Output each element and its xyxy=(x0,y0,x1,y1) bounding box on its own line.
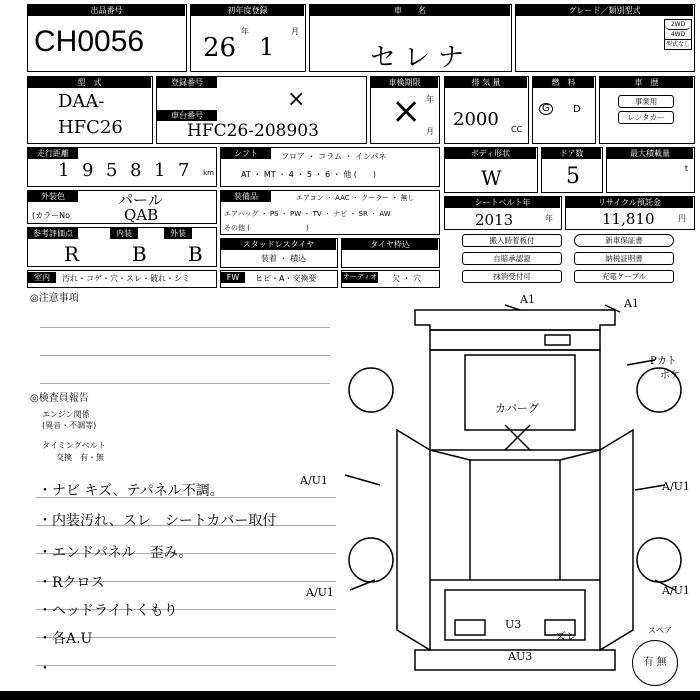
fw-label: FW xyxy=(221,272,245,283)
mark-roof: カバーグ xyxy=(495,402,539,415)
shift-position: フロア ・ コラム ・ インパネ xyxy=(281,152,387,161)
mark-front: A1 xyxy=(520,293,535,306)
doc-item: 搬入時着板付 xyxy=(462,234,562,247)
registration-box xyxy=(156,76,367,144)
engine-sub: (異音・不調等) xyxy=(42,421,97,430)
mileage-box xyxy=(27,147,217,187)
room-box xyxy=(27,270,217,288)
belt-label: シートベルト年 xyxy=(445,197,560,208)
color-label: 外装色 xyxy=(28,191,78,202)
fw-options: ヒビ・A・交換要 xyxy=(255,274,317,283)
room-options: 汚れ・コゲ・穴・スレ・破れ・シミ xyxy=(62,274,190,283)
mileage-digit: 8 xyxy=(130,160,142,181)
grade-label: グレード／類別型式 xyxy=(516,5,693,16)
engine-label: エンジン関係 xyxy=(42,410,90,419)
mark-right-rear: A/U1 xyxy=(662,584,690,597)
mark-rear: U3 xyxy=(505,618,522,631)
fuel-label: 燃 料 xyxy=(533,77,594,88)
mark-side-2: ボケ xyxy=(660,370,680,381)
mark-bumper: AU3 xyxy=(508,650,533,663)
capacity-label: 最大積載量 xyxy=(607,148,693,159)
interior-value: B xyxy=(132,242,147,266)
firstreg-year: 26 xyxy=(203,33,237,63)
belt-unit: 年 xyxy=(545,214,553,223)
mileage-digit: 1 xyxy=(154,160,166,181)
drive-4wd: 4WD xyxy=(665,30,691,40)
shift-type: AT ・ MT ・ 4 ・ 5 ・ 6 ・ 他 ( ) xyxy=(241,170,377,179)
score-label: 参考評価点 xyxy=(28,228,78,239)
mark-front-right: A1 xyxy=(624,297,639,310)
mark-left-rear: A/U1 xyxy=(306,586,334,599)
regno-value: × xyxy=(287,87,306,112)
equip-label: 装備品 xyxy=(221,191,271,202)
inspector-title: ◎検査員報告 xyxy=(30,393,89,404)
recycle-value: 11,810 xyxy=(602,210,655,228)
mark-right-front: A/U1 xyxy=(662,480,690,493)
room-label: 室内 xyxy=(28,272,56,283)
equipment-box xyxy=(220,190,440,235)
lot-number: CH0056 xyxy=(34,25,145,58)
exterior-value: B xyxy=(188,242,203,266)
first-registration-box xyxy=(190,4,306,72)
type-value-1: DAA- xyxy=(58,91,105,112)
mileage-label: 走行距離 xyxy=(28,148,78,159)
history-label: 車 歴 xyxy=(600,77,693,88)
score-value: R xyxy=(64,242,80,266)
spare-circle xyxy=(632,640,678,686)
lot-label: 出品番号 xyxy=(28,5,185,16)
belt-value: 2013 xyxy=(475,211,514,229)
colorno-label: (カラーNo xyxy=(32,211,70,220)
score-box xyxy=(27,227,217,267)
mark-side-1: Pカト xyxy=(650,356,677,367)
body-label: ボディ形状 xyxy=(445,148,536,159)
mileage-digit: 7 xyxy=(178,160,190,181)
chassis-value: HFC26-208903 xyxy=(187,121,319,141)
type-value-2: HFC26 xyxy=(58,117,123,138)
doc-item: 納税証明書 xyxy=(574,252,674,265)
disp-label: 排 気 量 xyxy=(445,77,527,88)
comment-line: ・ヘッドライトくもり xyxy=(38,603,178,619)
regno-label: 登録番号 xyxy=(157,77,217,88)
recycle-label: リサイクル預託金 xyxy=(566,197,693,208)
studless-box xyxy=(220,238,338,268)
spare-label: スペア xyxy=(648,626,672,635)
audio-label: オーディオ xyxy=(342,273,378,281)
history-rental: レンタカー xyxy=(618,111,674,124)
type-box xyxy=(27,76,153,144)
comment-line: ・エンドパネル 歪み。 xyxy=(38,545,193,561)
tire-label: タイヤ枠込 xyxy=(342,239,438,250)
colorno-value: QAB xyxy=(124,206,159,224)
recycle-box xyxy=(565,196,695,230)
inspection-box xyxy=(370,76,440,144)
disp-value: 2000 xyxy=(453,109,499,130)
fw-box xyxy=(220,270,338,288)
audio-box xyxy=(341,270,440,288)
model-label: 車 名 xyxy=(310,5,510,16)
comment-bullet: ・ xyxy=(38,661,52,677)
equip-other: その他 ( ) xyxy=(224,224,309,232)
notes-lines xyxy=(40,300,330,384)
doc-item: 抹消受付可 xyxy=(462,270,562,283)
capacity-box xyxy=(606,147,695,193)
timing-label: タイミングベルト xyxy=(42,441,106,450)
mileage-digit: 5 xyxy=(106,160,118,181)
lot-box xyxy=(27,4,187,72)
interior-label: 内装 xyxy=(110,228,138,239)
grade-box xyxy=(515,4,695,72)
chassis-label: 車台番号 xyxy=(157,110,217,121)
spare-value: 有 無 xyxy=(643,657,667,668)
doors-label: ドア数 xyxy=(542,148,601,159)
color-box xyxy=(27,190,217,224)
drive-none: 型式なし xyxy=(665,41,690,48)
inspect-year-unit: 年 xyxy=(426,95,434,104)
shift-box xyxy=(220,147,440,187)
year-unit: 年 xyxy=(241,27,249,36)
firstreg-label: 初年度登録 xyxy=(191,5,304,16)
fuel-box xyxy=(532,76,596,144)
comment-line: ・各A.U xyxy=(38,631,93,647)
body-value: W xyxy=(481,166,502,190)
comment-line: ・内装汚れ、スレ シートカバー取付 xyxy=(38,513,277,529)
type-label: 型 式 xyxy=(28,77,151,88)
mileage-unit: km xyxy=(203,169,214,177)
displacement-box xyxy=(444,76,529,144)
doc-item: 自賠承認證 xyxy=(462,252,562,265)
equip-options: エアバッグ ・ PS ・ PW ・ TV ・ ナビ ・ SR ・ AW xyxy=(224,210,391,218)
documents-grid xyxy=(462,234,674,286)
car-diagram xyxy=(335,290,695,700)
doors-box xyxy=(541,147,603,193)
inspect-label: 車検期限 xyxy=(371,77,438,88)
comment-line: ・ナビ キズ、テパネル不調。 xyxy=(38,483,224,499)
notes-title: ◎注意事項 xyxy=(30,293,79,304)
doors-value: 5 xyxy=(566,164,580,189)
model-name: セレナ xyxy=(370,43,473,73)
stud-label: スタッドレスタイヤ xyxy=(221,239,336,250)
exterior-label: 外装 xyxy=(164,228,192,239)
history-box xyxy=(599,76,695,144)
mark-rear-shift: ズレ xyxy=(555,630,577,643)
mark-left-front: A/U1 xyxy=(300,474,328,487)
doc-item: 充電ケーブル xyxy=(574,270,674,283)
recycle-unit: 円 xyxy=(678,214,686,223)
color-value: パール xyxy=(118,191,163,209)
mileage-digit: 1 xyxy=(58,160,70,181)
fuel-g: G xyxy=(539,103,553,115)
doc-item: 新車保証書 xyxy=(574,234,674,247)
timing-options: 交換 有・無 xyxy=(56,453,104,462)
mileage-digit: 9 xyxy=(82,160,94,181)
firstreg-month: 1 xyxy=(259,33,275,61)
comment-line: ・Rクロス xyxy=(38,575,105,591)
body-box xyxy=(444,147,538,193)
mileage-digits xyxy=(58,160,202,181)
equip-aircon: エアコン ・ AAC ・ クーラー ・ 無し xyxy=(296,194,415,202)
fuel-d: D xyxy=(573,104,581,115)
disp-unit: CC xyxy=(511,125,523,134)
tire-box xyxy=(341,238,440,268)
capacity-unit: t xyxy=(684,164,688,173)
drive-2wd: 2WD xyxy=(665,20,691,30)
drive-type-options xyxy=(664,19,692,50)
inspect-value: × xyxy=(391,91,422,132)
audio-options: 欠 ・ 穴 xyxy=(392,274,422,283)
history-business: 事業用 xyxy=(618,95,674,108)
stud-options: 装着 ・ 積込 xyxy=(261,254,307,263)
month-unit: 月 xyxy=(291,27,299,36)
inspect-month-unit: 月 xyxy=(426,127,434,136)
model-box xyxy=(309,4,512,72)
seatbelt-box xyxy=(444,196,562,230)
shift-label: シフト xyxy=(221,148,271,159)
legend-bar xyxy=(0,691,700,700)
